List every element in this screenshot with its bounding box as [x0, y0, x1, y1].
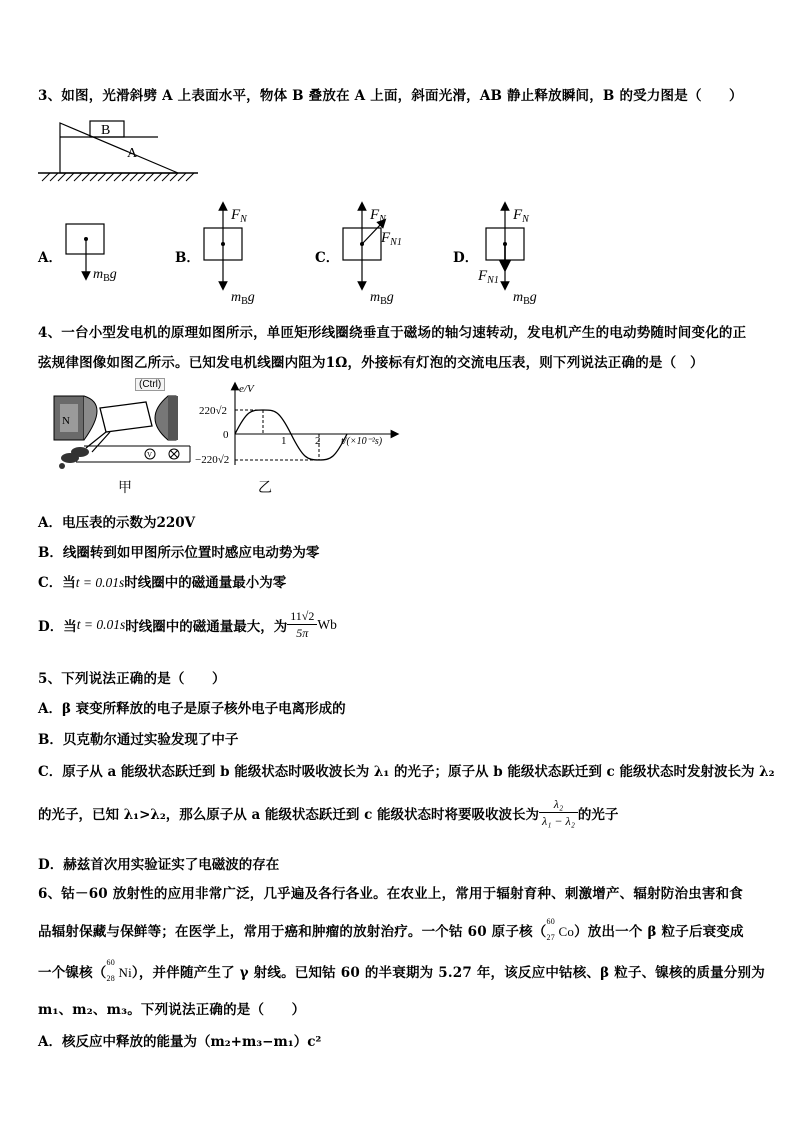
graph-xlabel: t/(×10⁻²s)	[341, 436, 383, 447]
q3-option-a-letter[interactable]: A．	[38, 250, 62, 266]
q3-option-d-diagram[interactable]	[476, 200, 566, 310]
q3-option-b-diagram[interactable]	[198, 200, 278, 310]
svg-text:FN: $F_N$	[513, 207, 529, 225]
q5-option-c-line1[interactable]: C．原子从 a 能级状态跃迁到 b 能级状态时吸收波长为 λ₁ 的光子；原子从 b 能级状态跃迁到 c 能级状态时发射波长为 λ₂	[38, 764, 775, 780]
block-b-label: B	[101, 123, 111, 138]
q4-generator-figure	[50, 378, 198, 470]
q6-line2: 品辐射保藏与保鲜等；在医学上，常用于癌和肿瘤的放射治疗。一个钴 60 原子核（ 60 27 Co）放出一个 β 粒子后衰变成	[38, 917, 744, 942]
nickel-nucleus: 60 28 Ni	[106, 958, 132, 983]
svg-text:FN1: $F_{N1}$	[381, 230, 402, 248]
svg-text:mBg: $m_Bg$	[93, 267, 117, 284]
q6-option-a[interactable]: A．核反应中释放的能量为（m₂+m₃−m₁）c²	[38, 1034, 322, 1050]
q4-option-c[interactable]: C．当t = 0.01s时线圈中的磁通量最小为零	[38, 575, 287, 591]
q3-option-c-diagram[interactable]	[337, 200, 427, 310]
ctrl-paste-tag[interactable]: (Ctrl)	[135, 378, 165, 391]
fig-yi-label: 乙	[258, 480, 272, 496]
cobalt-nucleus: 60 27 Co	[546, 917, 575, 942]
q3-wedge-figure	[38, 115, 203, 185]
q4-emf-graph	[195, 380, 405, 470]
q3-option-a-diagram[interactable]	[60, 218, 140, 288]
q4-option-b[interactable]: B．线圈转到如甲图所示位置时感应电动势为零	[38, 545, 320, 561]
svg-text:mBg: $m_Bg$	[513, 290, 537, 307]
wedge-a-label: A	[127, 146, 138, 161]
svg-text:FN: $F_N$	[231, 207, 247, 225]
q4-stem-line1: 4、一台小型发电机的原理如图所示，单匝矩形线圈绕垂直于磁场的轴匀速转动，发电机产生的电动势随时间变化的正	[38, 325, 747, 341]
d-fraction: $\frac{11√2}{5\pi}$	[287, 608, 317, 641]
q5-option-c-line2[interactable]: 的光子，已知 λ₁>λ₂，那么原子从 a 能级状态跃迁到 c 能级状态时将要吸收波长为 $\frac{\text{λ₂}}{\text{λ₁ − λ₂}}$ 的光子	[38, 797, 619, 828]
lambda-fraction: $\frac{\text{λ₂}}{\text{λ₁ − λ₂}}$	[539, 796, 578, 829]
q5-option-d[interactable]: D．赫兹首次用实验证实了电磁波的存在	[38, 857, 280, 873]
graph-ymin: −220√2	[195, 454, 230, 466]
q5-option-a[interactable]: A．β 衰变所释放的电子是原子核外电子电离形成的	[38, 701, 346, 717]
graph-ymax: 220√2	[199, 405, 228, 417]
graph-tick-2: 2	[315, 435, 321, 447]
q6-line3: 一个镍核（ 60 28 Ni），并伴随产生了 γ 射线。已知钴 60 的半衰期为 5.27 年，该反应中钴核、β 粒子、镍核的质量分别为	[38, 958, 765, 983]
q4-option-d[interactable]: D．当 t = 0.01s 时线圈中的磁通量最大，为 $\frac{11√2}{5\pi}$ Wb	[38, 609, 337, 640]
graph-origin: 0	[223, 429, 229, 441]
q3-option-c-letter[interactable]: C．	[315, 250, 340, 266]
svg-text:mBg: $m_Bg$	[231, 290, 255, 307]
fig-jia-label: 甲	[118, 480, 132, 496]
sine-curve	[235, 410, 347, 460]
graph-ylabel: e/V	[239, 383, 254, 395]
svg-text:mBg: $m_Bg$	[370, 290, 394, 307]
ground-hatch	[42, 173, 194, 181]
q6-line4: m₁、m₂、m₃。下列说法正确的是（ ）	[38, 1002, 306, 1018]
magnet-n-label: N	[62, 415, 70, 427]
q3-stem: 3、如图，光滑斜劈 A 上表面水平，物体 B 叠放在 A 上面，斜面光滑，AB 静止释放瞬间，B 的受力图是（ ）	[38, 88, 743, 104]
svg-text:V: V	[147, 451, 153, 459]
q5-option-b[interactable]: B．贝克勒尔通过实验发现了中子	[38, 732, 239, 748]
q5-stem: 5、下列说法正确的是（ ）	[38, 671, 226, 687]
q4-option-a[interactable]: A．电压表的示数为220V	[38, 515, 196, 531]
q4-stem-line2: 弦规律图像如图乙所示。已知发电机线圈内阻为1Ω，外接标有灯泡的交流电压表，则下列说法正确的是（ ）	[38, 355, 704, 371]
q3-option-b-letter[interactable]: B．	[175, 250, 200, 266]
wedge-a	[60, 123, 178, 173]
svg-text:FN: $F_N$	[370, 207, 386, 225]
svg-text:FN1: $F_{N1}$	[478, 268, 499, 286]
q3-option-d-letter[interactable]: D．	[453, 250, 479, 266]
graph-tick-1: 1	[281, 435, 287, 447]
q6-line1: 6、钴－60 放射性的应用非常广泛，几乎遍及各行各业。在农业上，常用于辐射育种、刺激增产、辐射防治虫害和食	[38, 886, 743, 902]
